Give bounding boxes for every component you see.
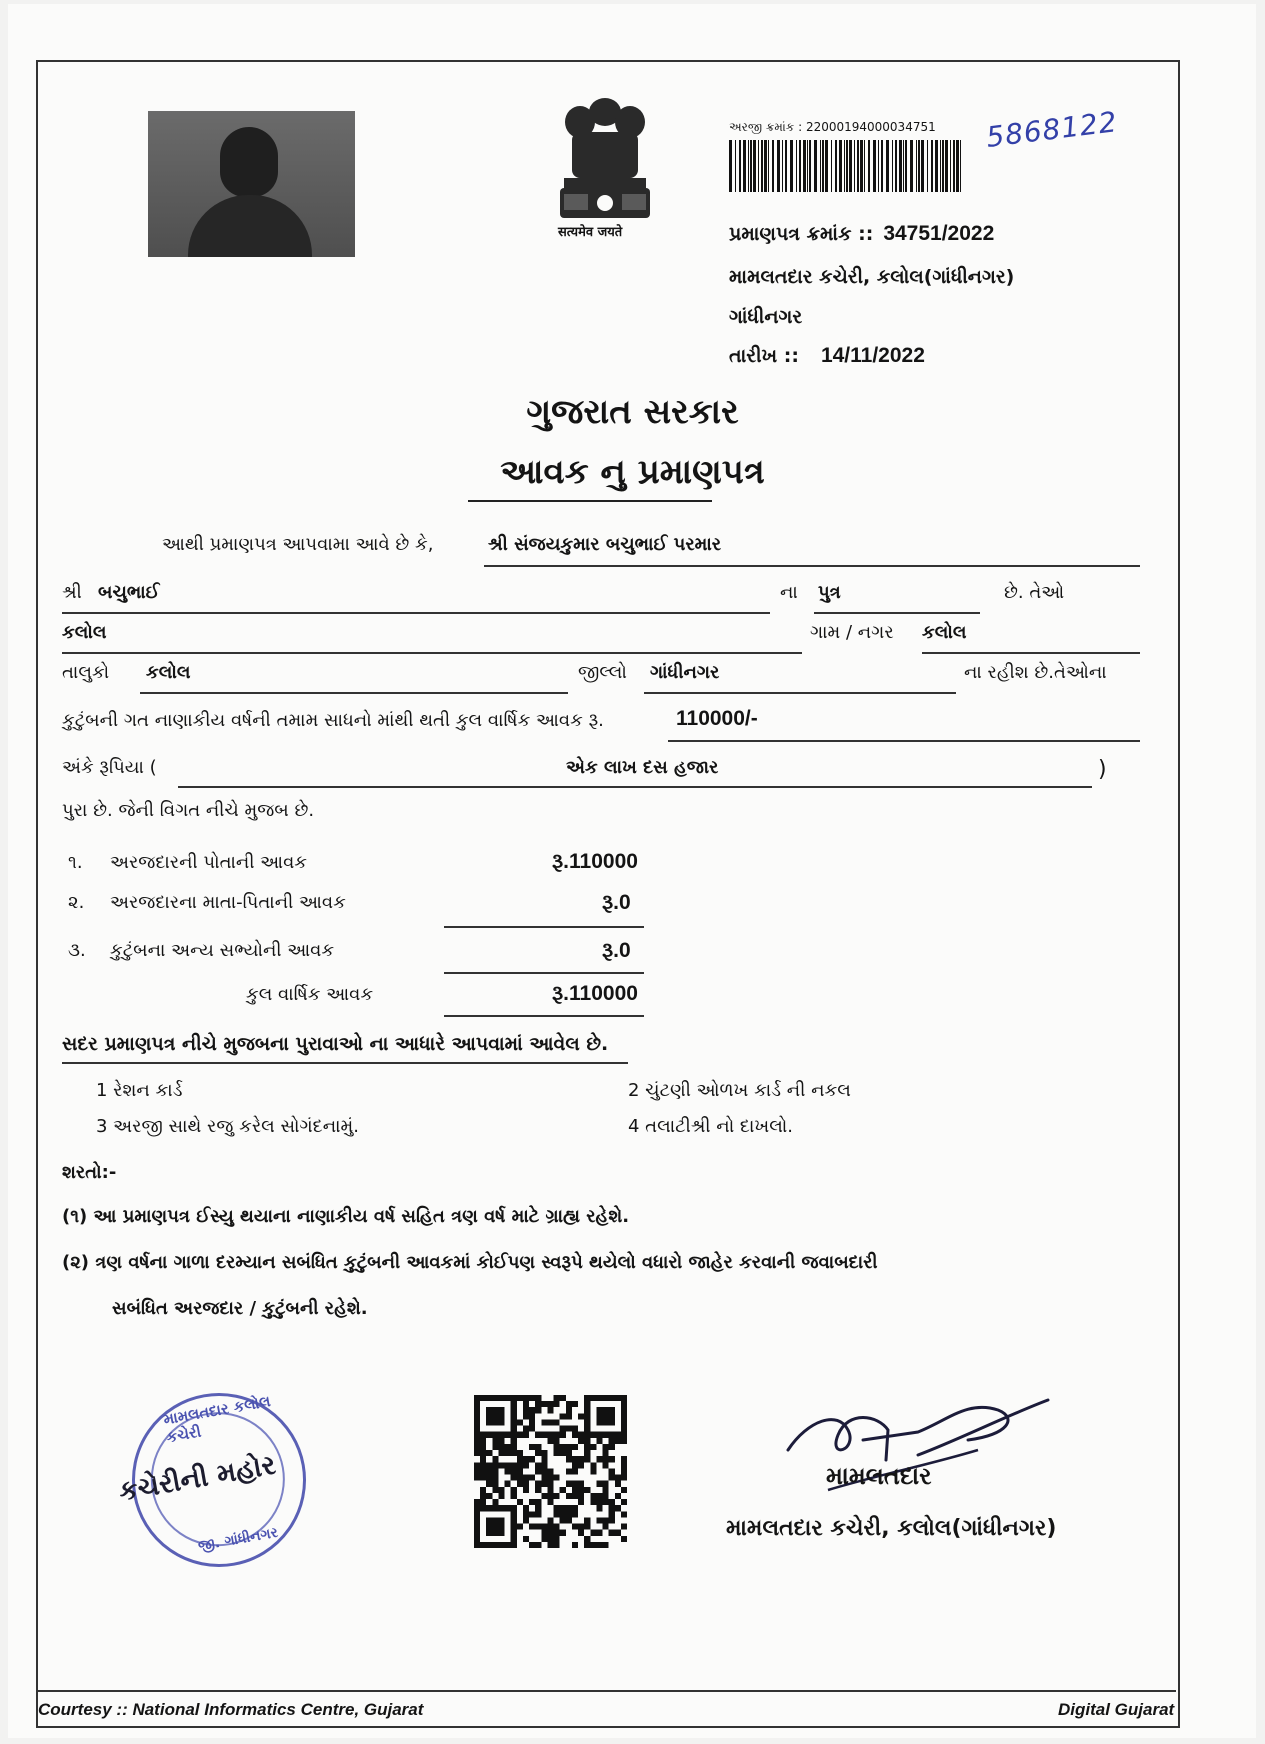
document-title: આવક નુ પ્રમાણપત્ર <box>500 452 765 492</box>
item-3-no: ૩. <box>68 940 86 961</box>
income-underline <box>668 740 1140 742</box>
income-value: 110000/- <box>676 707 758 730</box>
evidence-item-4: 4 તલાટીશ્રી નો દાખલો. <box>628 1116 794 1137</box>
relation-value: પુત્ર <box>818 582 841 603</box>
item-1-amount: રૂ.110000 <box>552 850 638 873</box>
term-2: (૨) ત્રણ વર્ષના ગાળા દરમ્યાન સબંધિત કુટુંબની આવકમાં કોઈપણ સ્વરૂપે થયેલો વધારો જાહેર કરવાની જવાબદારી <box>62 1252 878 1273</box>
father-underline <box>62 612 770 614</box>
terms-heading: શરતો:- <box>62 1162 117 1183</box>
village-label: ગામ / નગર <box>810 622 894 643</box>
barcode <box>729 140 963 192</box>
address-underline <box>62 652 802 654</box>
date-value: 14/11/2022 <box>820 344 925 367</box>
signatory-office: મામલતદાર કચેરી, કલોલ(ગાંધીનગર) <box>726 1516 1057 1541</box>
district-underline <box>644 692 956 694</box>
date-row <box>729 344 925 368</box>
issuing-city: ગાંધીનગર <box>729 306 803 328</box>
na-text: ના <box>780 582 798 603</box>
details-line: પુરા છે. જેની વિગત નીચે મુજબ છે. <box>62 800 315 821</box>
seal-bottom-text: જી. ગાંધીનગર <box>196 1524 280 1555</box>
photo-silhouette-body <box>188 195 312 257</box>
item-1-no: ૧. <box>68 852 83 873</box>
title-underline <box>468 500 712 502</box>
application-number: અરજી ક્રમાંક : 22000194000034751 <box>729 120 936 134</box>
item-2-underline <box>444 926 644 928</box>
evidence-underline <box>62 1062 628 1064</box>
total-amount: રૂ.110000 <box>552 982 638 1005</box>
seal-top-text: મામલતદાર કલોલ કચેરી <box>162 1392 272 1447</box>
item-3-label: કુટુંબના અન્ય સભ્યોની આવક <box>110 940 335 961</box>
district-label: જીલ્લો <box>578 662 627 683</box>
date-label: તારીખ :: <box>729 345 799 367</box>
total-underline <box>444 1015 644 1017</box>
issuing-office: મામલતદાર કચેરી, કલોલ(ગાંધીનગર) <box>729 266 1015 288</box>
footer-courtesy: Courtesy :: National Informatics Centre, Gujarat <box>38 1700 424 1719</box>
evidence-item-2: 2 ચુંટણી ઓળખ કાર્ડ ની નકલ <box>628 1080 851 1101</box>
income-sentence: કુટુંબની ગત નાણાકીય વર્ષની તમામ સાધનો માંથી થતી કુલ વાર્ષિક આવક રૂ. <box>62 710 604 731</box>
relation-underline <box>814 612 980 614</box>
handwritten-number: 5868122 <box>984 105 1120 154</box>
item-3-underline <box>444 972 644 974</box>
words-underline <box>178 786 1092 788</box>
they-text: છે. તેઓ <box>1004 582 1065 603</box>
item-2-amount: રૂ.0 <box>602 891 631 914</box>
evidence-heading: સદર પ્રમાણપત્ર નીચે મુજબના પુરાવાઓ ના આધારે આપવામાં આવેલ છે. <box>62 1033 609 1055</box>
taluka-value: કલોલ <box>146 662 191 683</box>
certificate-number-label: પ્રમાણપત્ર ક્રમાંક :: <box>729 223 874 245</box>
footer-brand: Digital Gujarat <box>1058 1700 1175 1719</box>
certificate-number-value: 34751/2022 <box>883 222 995 245</box>
resident-text: ના રહીશ છે.તેઓના <box>964 662 1107 683</box>
applicant-photo <box>148 111 355 257</box>
name-underline <box>484 565 1140 567</box>
government-title: ગુજરાત સરકાર <box>526 392 739 432</box>
intro-text: આથી પ્રમાણપત્ર આપવામા આવે છે કે, <box>162 534 434 555</box>
evidence-item-3: 3 અરજી સાથે રજુ કરેલ સોગંદનામું. <box>96 1116 359 1137</box>
taluka-underline <box>140 692 568 694</box>
taluka-label: તાલુકો <box>62 662 110 683</box>
amount-in-words: એક લાખ દસ હજાર <box>566 757 719 778</box>
evidence-item-1: 1 રેશન કાર્ડ <box>96 1080 183 1101</box>
father-name: બચુભાઈ <box>98 582 160 603</box>
seal-main-text: કચેરીની મહોર <box>116 1449 278 1508</box>
words-label: અંકે રૂપિયા ( <box>62 757 157 778</box>
national-emblem-icon <box>550 92 660 237</box>
total-label: કુલ વાર્ષિક આવક <box>246 984 374 1005</box>
item-2-no: ૨. <box>68 892 85 913</box>
term-1: (૧) આ પ્રમાણપત્ર ઈસ્યુ થયાના નાણાકીય વર્ષ સહિત ત્રણ વર્ષ માટે ગ્રાહ્ય રહેશે. <box>62 1206 630 1227</box>
district-value: ગાંધીનગર <box>650 662 720 683</box>
words-close: ) <box>1098 757 1107 782</box>
qr-code <box>474 1394 627 1549</box>
photo-silhouette-head <box>220 127 278 197</box>
item-3-amount: રૂ.0 <box>602 939 631 962</box>
village-underline <box>922 652 1140 654</box>
emblem-motto: सत्यमेव जयते <box>558 225 623 240</box>
village-value: કલોલ <box>922 622 967 643</box>
item-2-label: અરજદારના માતા-પિતાની આવક <box>110 892 346 913</box>
term-2-continued: સબંધિત અરજદાર / કુટુંબની રહેશે. <box>112 1298 368 1319</box>
signatory-title: મામલતદાર <box>826 1462 932 1490</box>
certificate-number-row <box>729 222 994 246</box>
address-value: કલોલ <box>62 622 107 643</box>
item-1-label: અરજદારની પોતાની આવક <box>110 852 308 873</box>
applicant-name: શ્રી સંજયકુમાર બચુભાઈ પરમાર <box>488 534 722 555</box>
father-prefix: શ્રી <box>62 582 82 603</box>
